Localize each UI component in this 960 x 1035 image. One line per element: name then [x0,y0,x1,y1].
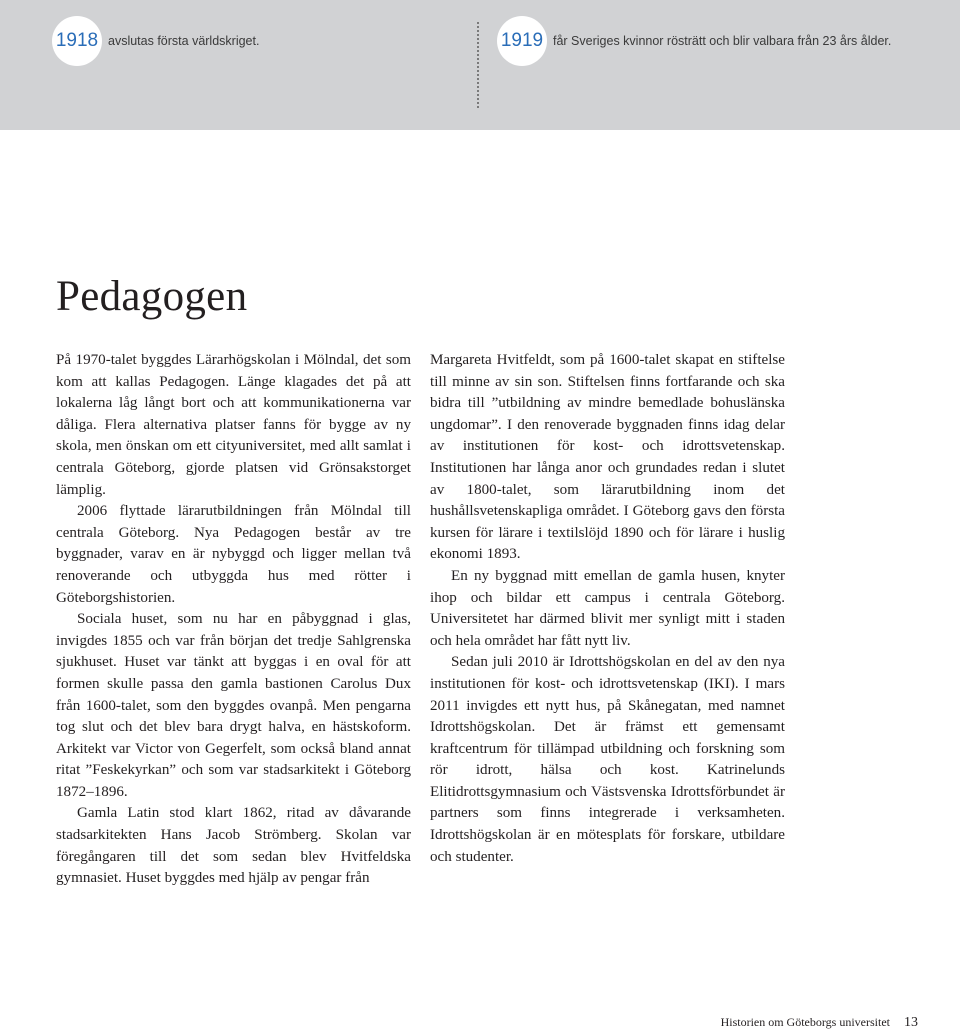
timeline-band [0,0,960,130]
year-badge: 1919 [497,16,547,66]
timeline-text: avslutas första världskriget. [108,34,260,48]
timeline-item [52,17,259,65]
footer-label: Historien om Göteborgs universitet [720,1015,890,1029]
paragraph: Gamla Latin stod klart 1862, ritad av dåvarande stadsarkitekten Hans Jacob Strömberg. Skolan var föregångaren till det som sedan blev Hvitfeldska gymnasiet. Huset byggdes med hjälp av pengar från [56,805,411,887]
paragraph: På 1970-talet byggdes Lärarhögskolan i Mölndal, det som kom att kallas Pedagogen. Länge klagades det på att lokalerna låg långt bort och att kommunikationerna var dåliga. Flera alternativa platser fanns för bygge av ny skola, men önskan om ett cityuniversitet, med allt samlat i centrala Göteborg, gjorde platsen vid Grönsakstorget lämplig. [56,352,411,498]
timeline-text: får Sveriges kvinnor rösträtt och blir valbara från 23 års ålder. [553,34,892,48]
right-column [430,350,785,868]
timeline-item [497,17,891,65]
paragraph: Margareta Hvitfeldt, som på 1600-talet skapat en stiftelse till minne av sin son. Stiftelsen finns fortfarande och ska bidra till ”utbildning av mindre bemedlade bohuslänska ungdomar”. I den renoverade byggnaden finns idag delar av institutionen för kost- och idrottsvetenskap. Institutionen har långa anor och grundades redan i slutet av 1800-talet, som lärarutbildning inom det hushållsvetenskapliga området. I Göteborg gavs den första kursen för lärare i textilslöjd 1890 och för lärare i huslig ekonomi 1893. [430,352,785,563]
paragraph: En ny byggnad mitt emellan de gamla husen, knyter ihop och bildar ett campus i centrala Göteborg. Universitetet har därmed blivit mer synligt mitt i staden och hela området har fått nytt liv. [430,567,785,649]
paragraph: Sedan juli 2010 är Idrottshögskolan en del av den nya institutionen för kost- och idrottsvetenskap (IKI). I mars 2011 invigdes ett nytt hus, på Skånegatan, med namnet Idrottshögskolan. Det är främst ett gemensamt kraftcentrum för tillämpad utbildning och forskning som rör idrott, hälsa och kost. Katrinelunds Elitidrottsgymnasium och Västsvenska Idrottsförbundet är partners som finns integrerade i verksamheten. Idrottshögskolan är en mötesplats för forskare, utbildare och studenter. [430,654,785,865]
dotted-divider [477,22,479,108]
left-column [56,350,411,890]
page-footer [721,1015,918,1031]
article-title: Pedagogen [56,273,248,320]
page-number: 13 [904,1015,918,1030]
paragraph: 2006 flyttade lärarutbildningen från Mölndal till centrala Göteborg. Nya Pedagogen består av tre byggnader, varav en är nybyggd och ligger mellan två renoverande och utbyggda hus med rötter i Göteborgshistorien. [56,503,411,606]
paragraph: Sociala huset, som nu har en påbyggnad i glas, invigdes 1855 och var från början det tredje Sahlgrenska sjukhuset. Huset var tänkt att byggas i en oval för att formen skulle passa den gamla bastionen Carolus Dux från 1600-talet, som den byggdes ovanpå. Men pengarna tog slut och det blev bara drygt halva, en hästskoform. Arkitekt var Victor von Gegerfelt, som också bland annat ritat ”Feskekyrkan” och som var stadsarkitekt i Göteborg 1872–1896. [56,611,411,800]
year-badge: 1918 [52,16,102,66]
